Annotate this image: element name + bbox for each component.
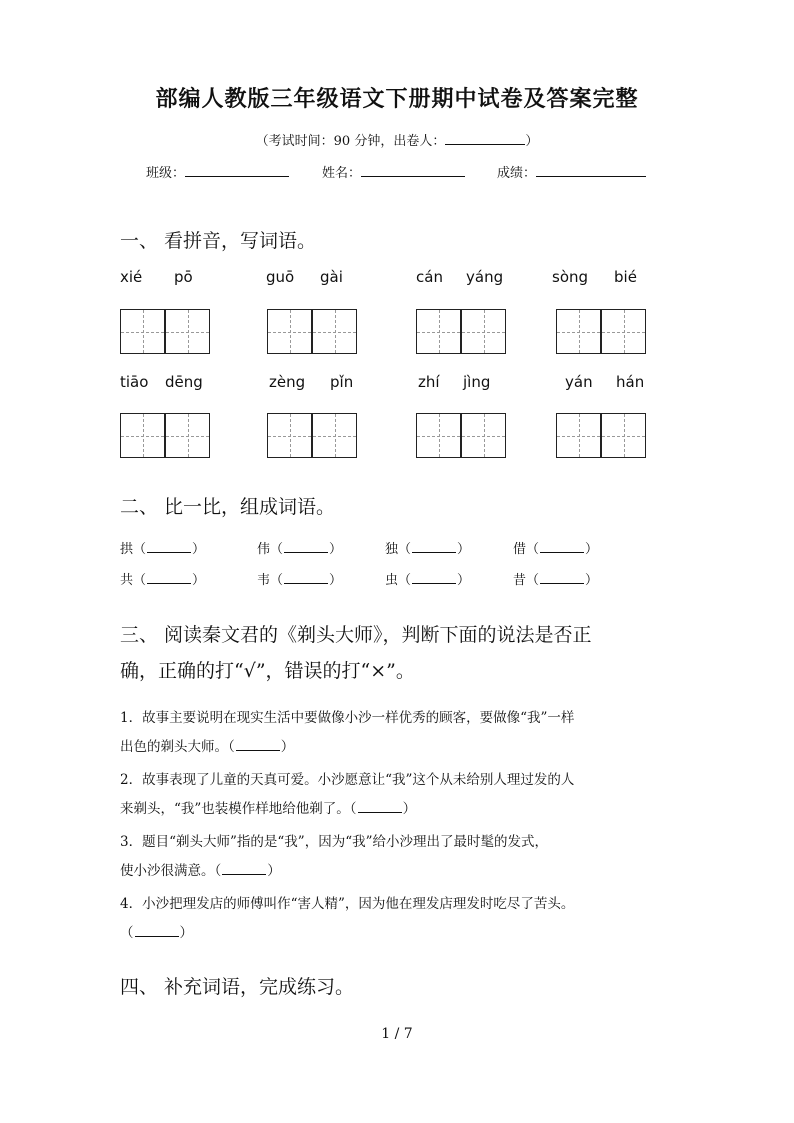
question-1-text: 出色的剃头大师。（ xyxy=(120,739,235,755)
section-2-heading: 二、 比一比，组成词语。 xyxy=(120,496,336,518)
answer-blank[interactable] xyxy=(540,542,584,553)
writing-box[interactable] xyxy=(165,309,210,354)
pinyin: yán xyxy=(565,373,593,391)
writing-box[interactable] xyxy=(601,309,646,354)
class-field xyxy=(146,162,289,181)
compare-item xyxy=(120,538,205,557)
pinyin: sòng xyxy=(552,268,589,286)
section-3-heading-line1: 三、 阅读秦文君的《剃头大师》，判断下面的说法是否正 xyxy=(120,624,592,646)
compare-char: 拱 xyxy=(120,542,134,557)
answer-blank[interactable] xyxy=(236,740,280,751)
pinyin: xié xyxy=(120,268,143,286)
writing-box[interactable] xyxy=(120,309,165,354)
compare-item xyxy=(120,569,205,588)
question-3-text: 使小沙很满意。（ xyxy=(120,863,222,879)
paren-close: ） xyxy=(585,573,599,588)
writing-box[interactable] xyxy=(461,309,506,354)
writing-box[interactable] xyxy=(312,309,357,354)
paren-close: ） xyxy=(179,925,193,941)
subtitle-suffix: ） xyxy=(525,134,539,149)
writing-box[interactable] xyxy=(601,413,646,458)
writing-box[interactable] xyxy=(416,413,461,458)
paren-close: ） xyxy=(192,573,206,588)
answer-blank[interactable] xyxy=(147,542,191,553)
paren-close: ） xyxy=(457,573,471,588)
pinyin: zhí xyxy=(418,373,440,391)
writing-box[interactable] xyxy=(267,413,312,458)
paren-open: （ xyxy=(270,573,284,588)
compare-char: 昔 xyxy=(513,573,527,588)
paren-close: ） xyxy=(192,542,206,557)
writing-box[interactable] xyxy=(267,309,312,354)
compare-char: 共 xyxy=(120,573,134,588)
answer-blank[interactable] xyxy=(135,926,179,937)
answer-blank[interactable] xyxy=(222,864,266,875)
pinyin: tiāo xyxy=(120,373,149,391)
paren-close: ） xyxy=(457,542,471,557)
exam-subtitle xyxy=(0,130,794,149)
paren-close: ） xyxy=(329,573,343,588)
paren-open: （ xyxy=(270,542,284,557)
pinyin: pō xyxy=(174,268,193,286)
paren-open: （ xyxy=(133,573,147,588)
writing-box[interactable] xyxy=(416,309,461,354)
compare-char: 虫 xyxy=(385,573,399,588)
name-blank[interactable] xyxy=(361,164,465,177)
score-label: 成绩： xyxy=(497,166,537,181)
answer-blank[interactable] xyxy=(540,573,584,584)
paren-close: ） xyxy=(267,863,281,879)
pinyin: dēng xyxy=(165,373,203,391)
pinyin: hán xyxy=(616,373,645,391)
answer-blank[interactable] xyxy=(412,573,456,584)
paren-close: ） xyxy=(280,739,295,755)
name-field xyxy=(322,162,465,181)
paren-open: （ xyxy=(133,542,147,557)
question-3-line2 xyxy=(120,859,281,879)
compare-item xyxy=(513,569,598,588)
paren-open: （ xyxy=(398,573,412,588)
compare-item xyxy=(257,569,342,588)
pinyin: yáng xyxy=(466,268,504,286)
paren-close: ） xyxy=(585,542,599,557)
section-4-heading: 四、 补充词语，完成练习。 xyxy=(120,976,355,998)
pinyin: zèng xyxy=(269,373,306,391)
paren-open: （ xyxy=(526,573,540,588)
page-number: 1 / 7 xyxy=(381,1026,413,1042)
pinyin: gài xyxy=(320,268,343,286)
question-2-line1: 2．故事表现了儿童的天真可爱。小沙愿意让“我”这个从未给别人理过发的人 xyxy=(120,772,575,788)
compare-item xyxy=(385,569,470,588)
question-4-line1: 4．小沙把理发店的师傅叫作“害人精”，因为他在理发店理发时吃尽了苦头。 xyxy=(120,896,575,912)
compare-char: 借 xyxy=(513,542,527,557)
pinyin: guō xyxy=(266,268,295,286)
compare-char: 伟 xyxy=(257,542,271,557)
pinyin: pǐn xyxy=(330,373,354,391)
question-1-line2 xyxy=(120,735,294,755)
compare-item xyxy=(385,538,470,557)
answer-blank[interactable] xyxy=(147,573,191,584)
writing-box[interactable] xyxy=(120,413,165,458)
compare-item xyxy=(257,538,342,557)
section-3-heading-line2: 确，正确的打“√”，错误的打“×”。 xyxy=(120,660,415,682)
section-1-heading: 一、 看拼音，写词语。 xyxy=(120,230,317,252)
examiner-blank[interactable] xyxy=(445,132,525,145)
paren-open: （ xyxy=(398,542,412,557)
answer-blank[interactable] xyxy=(412,542,456,553)
compare-char: 韦 xyxy=(257,573,271,588)
pinyin: cán xyxy=(416,268,443,286)
subtitle-prefix: （考试时间：90 分钟，出卷人： xyxy=(255,134,446,149)
score-field xyxy=(497,162,646,181)
pinyin: jìng xyxy=(463,373,491,391)
question-2-text: 来剃头，“我”也装模作样地给他剃了。（ xyxy=(120,801,357,817)
question-3-line1: 3．题目“剃头大师”指的是“我”，因为“我”给小沙理出了最时髦的发式， xyxy=(120,834,548,850)
class-blank[interactable] xyxy=(185,164,289,177)
class-label: 班级： xyxy=(146,166,186,181)
compare-char: 独 xyxy=(385,542,399,557)
writing-box[interactable] xyxy=(461,413,506,458)
writing-box[interactable] xyxy=(556,413,601,458)
paren-close: ） xyxy=(329,542,343,557)
question-4-line2 xyxy=(120,921,193,941)
question-2-line2 xyxy=(120,797,416,817)
writing-box[interactable] xyxy=(165,413,210,458)
page-title: 部编人教版三年级语文下册期中试卷及答案完整 xyxy=(155,86,639,112)
paren-close: ） xyxy=(402,801,417,817)
answer-blank[interactable] xyxy=(284,573,328,584)
pinyin: bié xyxy=(614,268,637,286)
writing-box[interactable] xyxy=(556,309,601,354)
score-blank[interactable] xyxy=(536,164,646,177)
name-label: 姓名： xyxy=(322,166,362,181)
question-4-text: （ xyxy=(120,925,134,941)
compare-item xyxy=(513,538,598,557)
question-1-line1: 1．故事主要说明在现实生活中要做像小沙一样优秀的顾客，要做像“我”一样 xyxy=(120,710,575,726)
answer-blank[interactable] xyxy=(284,542,328,553)
answer-blank[interactable] xyxy=(358,802,402,813)
writing-box[interactable] xyxy=(312,413,357,458)
paren-open: （ xyxy=(526,542,540,557)
